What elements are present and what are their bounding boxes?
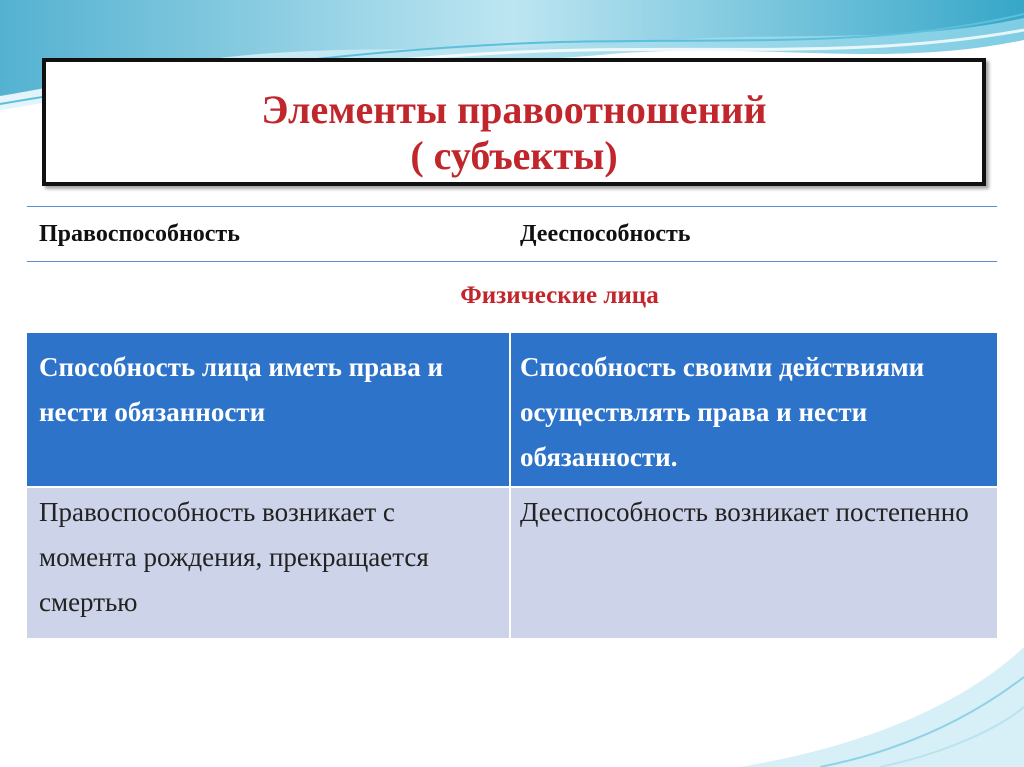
- comparison-table: [27, 333, 997, 640]
- table-cell: Способность своими действиями осуществлять права и нести обязанности.: [520, 352, 925, 472]
- header-active-capacity: Дееспособность: [520, 221, 691, 247]
- section-subheading: Физические лица: [460, 282, 659, 309]
- table-cell: Способность лица иметь права и нести обязанности: [27, 333, 511, 486]
- bottom-wave-decoration: [0, 637, 1024, 767]
- column-header-row: [27, 206, 997, 262]
- slide-subtitle: ( субъекты): [410, 133, 618, 178]
- table-row: [27, 488, 997, 640]
- title-box: [42, 58, 986, 186]
- header-legal-capacity: Правоспособность: [39, 221, 240, 247]
- table-cell: Дееспособность возникает постепенно: [520, 497, 969, 527]
- table-cell: Правоспособность возникает с момента рождения, прекращается смертью: [27, 488, 511, 638]
- table-row: [27, 333, 997, 488]
- slide-title: Элементы правоотношений: [261, 87, 767, 132]
